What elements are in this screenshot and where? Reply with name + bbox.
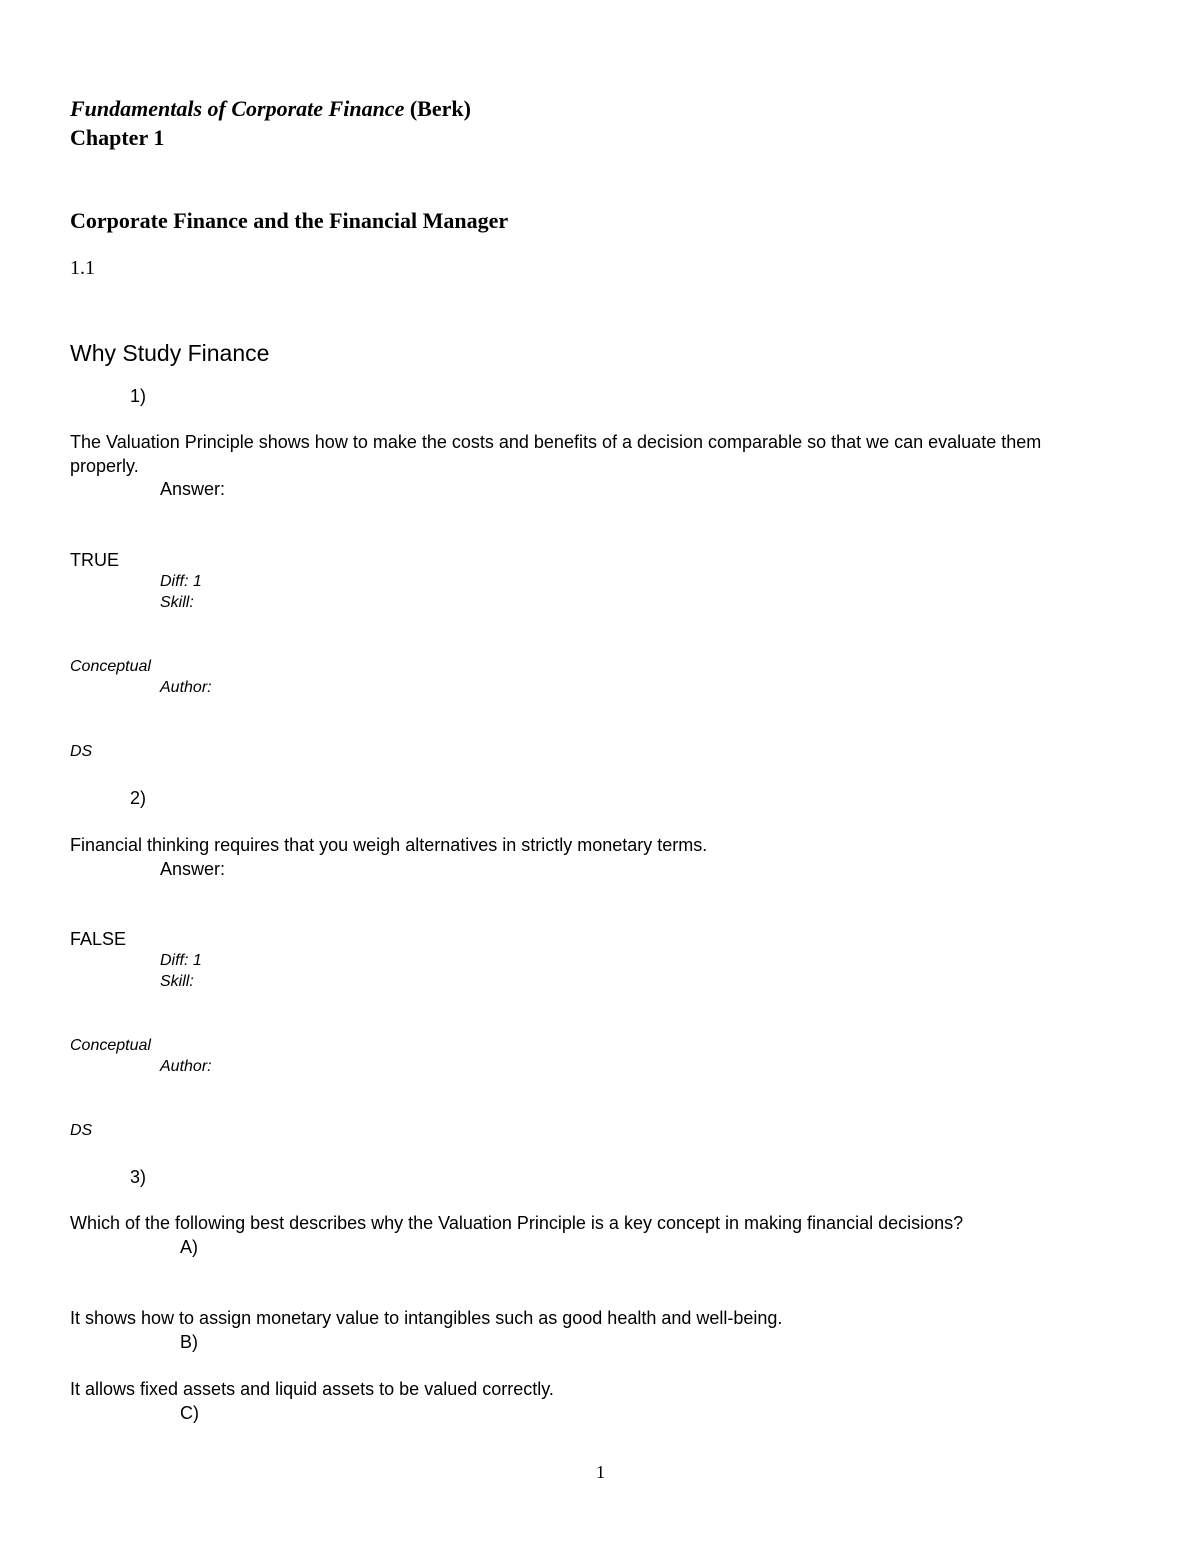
book-title: Fundamentals of Corporate Finance [70,96,405,121]
question-2-diff: Diff: 1 [160,952,202,969]
question-2-answer-label: Answer: [160,859,226,879]
question-2-author: DS [70,1122,93,1139]
book-author: (Berk) [409,96,471,121]
question-1-skill-label: Skill: [160,594,194,611]
book-title-line [70,98,471,120]
chapter-label: Chapter 1 [70,125,165,150]
question-2-number: 2) [130,788,147,808]
question-1-author-label: Author: [160,679,212,696]
chapter-title: Corporate Finance and the Financial Manager [70,208,509,233]
page-number: 1 [596,1462,605,1482]
question-1-text-cont: properly. [70,456,139,476]
question-2-skill-label: Skill: [160,973,194,990]
question-1-number: 1) [130,386,147,406]
question-2-author-label: Author: [160,1058,212,1075]
section-number: 1.1 [70,257,95,279]
question-2-answer: FALSE [70,929,127,949]
question-1-answer-label: Answer: [160,479,226,499]
question-3-text: Which of the following best describes why the Valuation Principle is a key concept in making financial decisions? [70,1213,964,1233]
question-3-option-b-label: B) [180,1332,198,1352]
section-title: Why Study Finance [70,340,270,366]
question-1-text: The Valuation Principle shows how to make the costs and benefits of a decision comparable so that we can evaluate them [70,432,1042,452]
question-1-author: DS [70,743,93,760]
question-3-option-a-label: A) [180,1237,198,1257]
question-1-answer: TRUE [70,550,119,570]
question-3-option-c-label: C) [180,1403,199,1423]
question-1-diff: Diff: 1 [160,573,202,590]
question-3-number: 3) [130,1167,147,1187]
question-3-option-a-text: It shows how to assign monetary value to intangibles such as good health and well-being. [70,1308,783,1328]
question-3-option-b-text: It allows fixed assets and liquid assets to be valued correctly. [70,1379,554,1399]
question-2-text: Financial thinking requires that you weigh alternatives in strictly monetary terms. [70,835,708,855]
question-2-skill: Conceptual [70,1037,151,1054]
question-1-skill: Conceptual [70,658,151,675]
